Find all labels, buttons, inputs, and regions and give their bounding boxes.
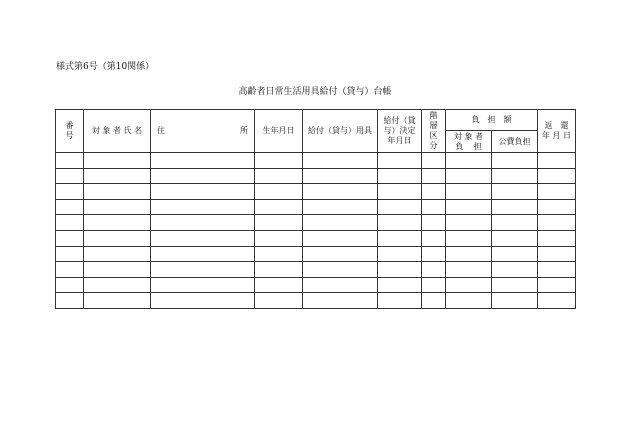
table-row [56,153,576,169]
table-row [56,199,576,215]
table-cell[interactable] [303,293,378,309]
table-cell[interactable] [151,230,255,246]
header-birthdate: 生年月日 [255,110,303,153]
table-cell[interactable] [492,230,538,246]
table-cell[interactable] [378,277,422,293]
table-cell[interactable] [255,184,303,200]
table-cell[interactable] [84,184,151,200]
table-cell[interactable] [56,199,84,215]
table-cell[interactable] [378,293,422,309]
table-cell[interactable] [446,184,492,200]
table-cell[interactable] [492,199,538,215]
table-row [56,184,576,200]
ledger-body [56,153,576,309]
table-cell[interactable] [538,246,576,262]
header-burden-public: 公費負担 [492,131,538,153]
table-cell[interactable] [378,246,422,262]
header-recipient-name: 対 象 者 氏 名 [84,110,151,153]
table-cell[interactable] [56,184,84,200]
table-cell[interactable] [84,230,151,246]
table-row [56,168,576,184]
table-cell[interactable] [84,199,151,215]
table-cell[interactable] [56,215,84,231]
document-title: 高齢者日常生活用具給付（貸与）台帳 [238,87,392,97]
table-row [56,246,576,262]
header-tier: 階 層 区 分 [422,110,446,153]
table-cell[interactable] [56,277,84,293]
table-cell[interactable] [151,199,255,215]
table-row [56,293,576,309]
table-row [56,262,576,278]
table-cell[interactable] [446,230,492,246]
table-cell[interactable] [378,153,422,169]
table-cell[interactable] [84,168,151,184]
table-cell[interactable] [56,230,84,246]
table-cell[interactable] [84,246,151,262]
table-cell[interactable] [538,230,576,246]
table-cell[interactable] [422,184,446,200]
table-cell[interactable] [422,199,446,215]
table-cell[interactable] [446,215,492,231]
table-row [56,277,576,293]
table-cell[interactable] [84,262,151,278]
table-cell[interactable] [378,199,422,215]
table-cell[interactable] [303,246,378,262]
table-cell[interactable] [84,293,151,309]
table-cell[interactable] [84,153,151,169]
table-cell[interactable] [378,262,422,278]
table-cell[interactable] [255,293,303,309]
table-cell[interactable] [303,277,378,293]
table-row [56,215,576,231]
table-cell[interactable] [446,293,492,309]
table-cell[interactable] [255,277,303,293]
table-cell[interactable] [303,215,378,231]
table-cell[interactable] [422,230,446,246]
table-cell[interactable] [303,199,378,215]
table-cell[interactable] [151,293,255,309]
table-cell[interactable] [492,293,538,309]
table-cell[interactable] [151,168,255,184]
header-return-date: 返 還 年 月 日 [538,110,576,153]
table-cell[interactable] [422,246,446,262]
table-cell[interactable] [303,153,378,169]
table-cell[interactable] [492,153,538,169]
table-cell[interactable] [422,277,446,293]
table-cell[interactable] [255,215,303,231]
table-cell[interactable] [422,215,446,231]
table-cell[interactable] [538,184,576,200]
table-cell[interactable] [151,153,255,169]
table-cell[interactable] [492,184,538,200]
table-cell[interactable] [422,153,446,169]
table-cell[interactable] [492,262,538,278]
table-cell[interactable] [255,168,303,184]
table-cell[interactable] [446,199,492,215]
table-cell[interactable] [303,184,378,200]
table-cell[interactable] [446,262,492,278]
table-cell[interactable] [56,153,84,169]
table-cell[interactable] [255,153,303,169]
table-cell[interactable] [446,277,492,293]
table-cell[interactable] [56,168,84,184]
table-cell[interactable] [56,293,84,309]
table-cell[interactable] [378,215,422,231]
header-number: 番 号 [56,110,84,153]
table-cell[interactable] [538,168,576,184]
header-burden-amount: 負 担 額 [446,110,538,131]
table-cell[interactable] [255,199,303,215]
table-cell[interactable] [538,199,576,215]
form-number-label: 様式第6号（第10関係） [56,62,155,72]
table-cell[interactable] [492,215,538,231]
table-cell[interactable] [378,168,422,184]
table-cell[interactable] [538,293,576,309]
table-cell[interactable] [56,262,84,278]
table-cell[interactable] [255,262,303,278]
table-cell[interactable] [151,262,255,278]
table-cell[interactable] [492,277,538,293]
table-cell[interactable] [492,246,538,262]
table-cell[interactable] [422,293,446,309]
table-cell[interactable] [378,184,422,200]
table-cell[interactable] [303,262,378,278]
table-cell[interactable] [255,246,303,262]
table-cell[interactable] [422,168,446,184]
table-cell[interactable] [538,262,576,278]
table-cell[interactable] [446,168,492,184]
ledger-table [55,109,576,309]
table-cell[interactable] [84,277,151,293]
table-cell[interactable] [151,246,255,262]
table-row [56,230,576,246]
table-cell[interactable] [303,168,378,184]
table-cell[interactable] [446,153,492,169]
table-cell[interactable] [538,277,576,293]
table-cell[interactable] [303,230,378,246]
header-burden-recipient: 対 象 者 負 担 [446,131,492,153]
table-cell[interactable] [422,262,446,278]
table-cell[interactable] [538,153,576,169]
table-cell[interactable] [255,230,303,246]
table-cell[interactable] [492,168,538,184]
table-cell[interactable] [151,184,255,200]
table-cell[interactable] [151,215,255,231]
table-cell[interactable] [151,277,255,293]
header-equipment: 給付（貸与）用具 [303,110,378,153]
table-cell[interactable] [538,215,576,231]
table-cell[interactable] [84,215,151,231]
table-cell[interactable] [446,246,492,262]
header-decision-date: 給付（貸 与）決定 年月日 [378,110,422,153]
table-cell[interactable] [378,230,422,246]
header-address: 住 所 [151,110,255,153]
table-cell[interactable] [56,246,84,262]
